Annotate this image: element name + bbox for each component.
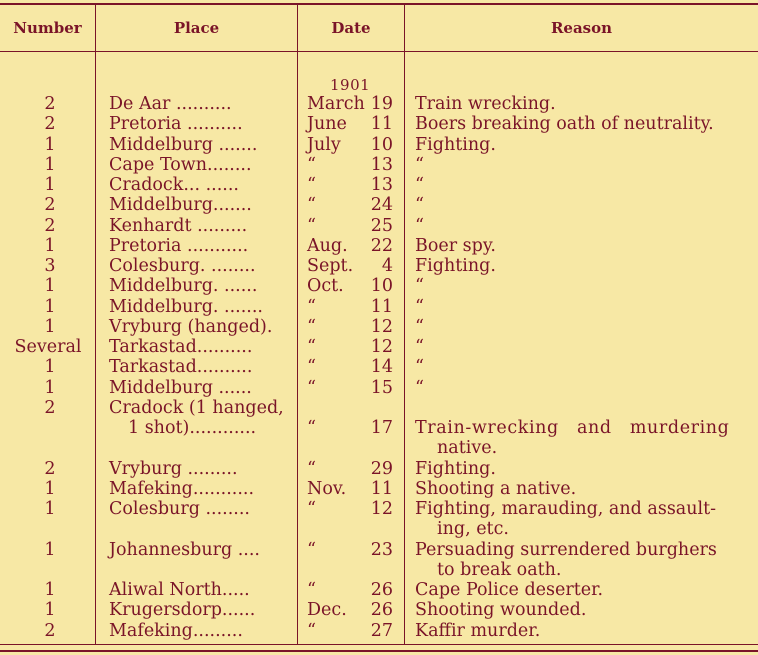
row-day: 12 (370, 337, 393, 357)
row-reason: Fighting. (415, 134, 496, 155)
table-row (0, 418, 758, 439)
row-reason: Fighting, marauding, and assault- (415, 499, 717, 519)
row-reason: “ (415, 377, 424, 398)
row-place: Colesburg. ........ (109, 256, 256, 276)
row-reason: Boers breaking oath of neutrality. (415, 114, 714, 135)
row-reason: ing, etc. (437, 519, 509, 540)
row-place: Pretoria .......... (109, 114, 243, 135)
row-number: 1 (44, 357, 56, 378)
row-day: 26 (370, 600, 393, 621)
row-number: 1 (44, 316, 56, 337)
row-place: Pretoria ........... (109, 235, 249, 256)
row-month: “ (307, 316, 316, 337)
row-number: 2 (44, 114, 56, 135)
row-number: 2 (44, 397, 56, 418)
row-day: 29 (370, 458, 393, 479)
row-day: 12 (370, 316, 393, 337)
bottom-rule (0, 644, 758, 645)
row-month: “ (307, 580, 316, 600)
table-row (0, 621, 758, 642)
row-day: 15 (370, 377, 393, 398)
row-reason: “ (415, 154, 424, 175)
row-place: Cradock... ...... (109, 175, 239, 195)
row-reason: “ (415, 337, 424, 357)
row-reason: Train wrecking. (415, 94, 556, 114)
row-day: 19 (370, 94, 393, 114)
row-month: “ (307, 499, 316, 519)
row-number: Several (14, 337, 82, 357)
row-month: “ (307, 215, 316, 236)
row-day: 4 (381, 256, 393, 276)
row-day: 24 (370, 195, 393, 216)
row-number: 3 (44, 256, 56, 276)
top-rule (0, 3, 758, 5)
table-row (0, 540, 758, 561)
row-month: June (307, 114, 347, 135)
row-number: 1 (44, 499, 56, 519)
row-month: “ (307, 539, 316, 560)
header-place: Place (173, 19, 220, 37)
row-reason: Shooting a native. (415, 478, 577, 499)
header-reason: Reason (550, 19, 613, 37)
bottom-rule-double (0, 650, 758, 652)
row-reason: “ (415, 175, 424, 195)
row-month: “ (307, 377, 316, 398)
table-row (0, 357, 758, 378)
table-row (0, 378, 758, 399)
row-reason: “ (415, 276, 424, 297)
row-place: Colesburg ........ (109, 499, 250, 519)
table-row (0, 256, 758, 277)
row-day: 17 (370, 418, 393, 438)
row-place: Mafeking......... (109, 620, 243, 641)
row-reason: “ (415, 296, 424, 317)
table-row (0, 94, 758, 115)
row-day: 10 (370, 276, 393, 297)
row-number: 1 (44, 296, 56, 317)
row-place: Krugersdorp...... (109, 600, 256, 621)
row-month: “ (307, 195, 316, 216)
row-month: “ (307, 175, 316, 195)
row-month: Dec. (307, 600, 347, 621)
row-day: 12 (370, 499, 393, 519)
row-reason: Cape Police deserter. (415, 580, 604, 600)
row-month: “ (307, 337, 316, 357)
row-number: 1 (44, 377, 56, 398)
row-place: De Aar .......... (109, 94, 232, 114)
table-row (0, 114, 758, 135)
row-day: 27 (370, 620, 393, 641)
row-number: 2 (44, 620, 56, 641)
table-row (0, 398, 758, 419)
row-place: Johannesburg .... (109, 539, 260, 560)
row-month: Aug. (307, 235, 348, 256)
row-day: 11 (370, 296, 393, 317)
row-number: 1 (44, 478, 56, 499)
row-place: Cradock (1 hanged, (109, 397, 284, 418)
row-number: 1 (44, 276, 56, 297)
row-month: Sept. (307, 256, 354, 276)
row-reason: Shooting wounded. (415, 600, 587, 621)
table-row (0, 135, 758, 156)
row-place: Kenhardt ......... (109, 215, 248, 236)
table-row (0, 459, 758, 480)
row-reason: to break oath. (437, 559, 562, 580)
table-row (0, 195, 758, 216)
row-day: 11 (370, 478, 393, 499)
row-month: Oct. (307, 276, 344, 297)
row-day: 23 (370, 539, 393, 560)
row-place: Middelburg. ....... (109, 296, 263, 317)
table-row (0, 317, 758, 338)
table-row (0, 297, 758, 318)
row-number: 2 (44, 195, 56, 216)
row-reason: Fighting. (415, 458, 496, 479)
row-reason: Kaffir murder. (415, 620, 541, 641)
table-row (0, 276, 758, 297)
row-place: Middelburg ...... (109, 377, 252, 398)
row-place: Vryburg ......... (109, 458, 238, 479)
row-reason: “ (415, 195, 424, 216)
row-place: Cape Town........ (109, 154, 252, 175)
row-place: Middelburg. ...... (109, 276, 258, 297)
row-day: 13 (370, 175, 393, 195)
table-row (0, 560, 758, 581)
row-day: 14 (370, 357, 393, 378)
year-label: 1901 (330, 76, 371, 94)
row-day: 25 (370, 215, 393, 236)
row-number: 1 (44, 154, 56, 175)
row-reason: Persuading surrendered burghers (415, 539, 717, 560)
row-reason: Fighting. (415, 256, 496, 276)
row-number: 1 (44, 175, 56, 195)
row-number: 1 (44, 235, 56, 256)
row-reason: native. (437, 438, 498, 459)
row-reason: “ (415, 215, 424, 236)
row-place: Mafeking........... (109, 478, 255, 499)
header-number: Number (13, 19, 82, 37)
table-row (0, 438, 758, 459)
row-number: 1 (44, 580, 56, 600)
row-place: Tarkastad.......... (109, 337, 253, 357)
row-place: Middelburg....... (109, 195, 252, 216)
row-place: Tarkastad.......... (109, 357, 253, 378)
row-number: 1 (44, 539, 56, 560)
table-row (0, 216, 758, 237)
row-number: 1 (44, 600, 56, 621)
row-place: Vryburg (hanged). (109, 316, 273, 337)
table-row (0, 600, 758, 621)
row-reason: “ (415, 316, 424, 337)
table-row (0, 479, 758, 500)
table-row (0, 155, 758, 176)
row-number: 2 (44, 215, 56, 236)
table-row (0, 499, 758, 520)
row-day: 10 (370, 134, 393, 155)
row-number: 2 (44, 458, 56, 479)
row-month: “ (307, 418, 316, 438)
row-day: 13 (370, 154, 393, 175)
row-number: 1 (44, 134, 56, 155)
row-month: “ (307, 296, 316, 317)
row-day: 11 (370, 114, 393, 135)
row-place: Middelburg ....... (109, 134, 258, 155)
row-month: “ (307, 458, 316, 479)
row-reason: Train-wrecking and murdering (415, 418, 730, 438)
row-month: “ (307, 357, 316, 378)
row-day: 26 (370, 580, 393, 600)
row-place: 1 shot)............ (128, 418, 257, 438)
row-month: Nov. (307, 478, 347, 499)
table-row (0, 580, 758, 601)
table-row (0, 519, 758, 540)
row-day: 22 (370, 235, 393, 256)
row-place: Aliwal North..... (109, 580, 250, 600)
row-reason: “ (415, 357, 424, 378)
header-date: Date (331, 19, 371, 37)
table-row (0, 337, 758, 358)
row-month: July (307, 134, 341, 155)
row-month: “ (307, 620, 316, 641)
row-month: March (307, 94, 365, 114)
row-month: “ (307, 154, 316, 175)
row-number: 2 (44, 94, 56, 114)
header-rule (0, 51, 758, 52)
row-reason: Boer spy. (415, 235, 496, 256)
table-row (0, 175, 758, 196)
table-row (0, 236, 758, 257)
